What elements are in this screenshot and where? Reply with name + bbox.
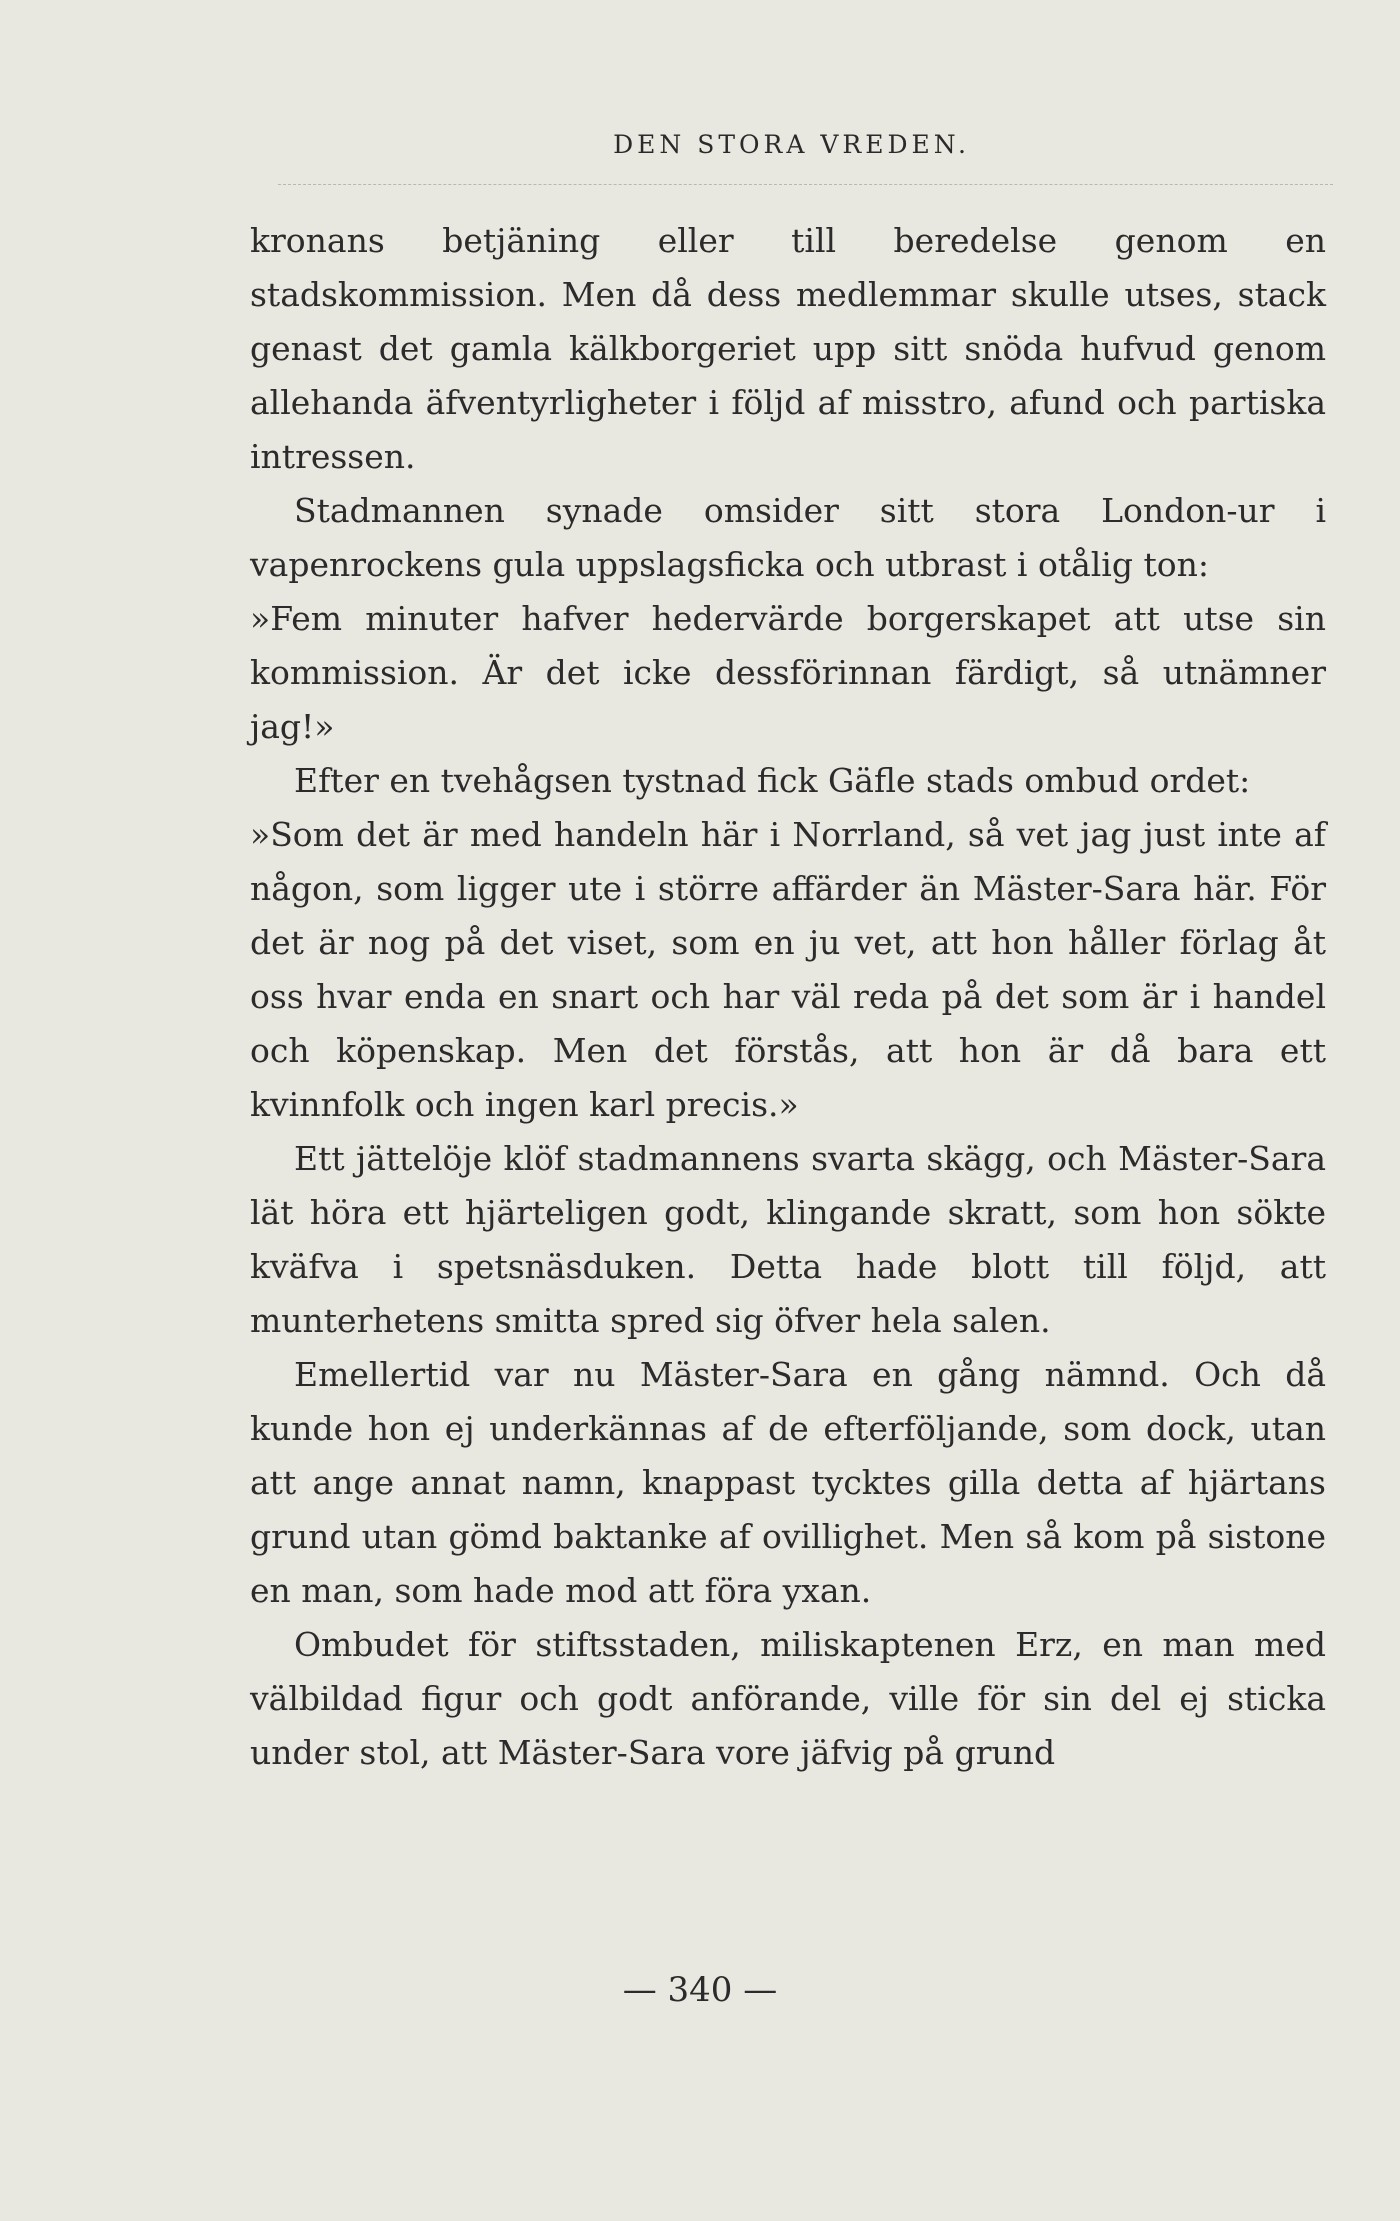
paragraph-8: Ombudet för stiftsstaden, miliskaptenen Erz, en man med välbildad figur och godt anförande, ville för sin del ej sticka under stol, att Mäster-Sara vore jäfvig på grund [250,1625,1326,1772]
paragraph-2: Stadmannen synade omsider sitt stora London-ur i vapenrockens gula uppslagsficka och utbrast i otålig ton: [250,491,1326,584]
paragraph-4: Efter en tvehågsen tystnad fick Gäfle stads ombud ordet: [294,761,1251,800]
header-rule [278,184,1333,185]
paragraph-1: kronans betjäning eller till beredelse genom en stadskommission. Men då dess medlemmar skulle utses, stack genast det gamla kälkborgeriet upp sitt snöda hufvud genom allehanda äfventyrligheter i följd af misstro, afund och partiska intressen. [250,221,1326,476]
paragraph-3: »Fem minuter hafver hedervärde borgerskapet att utse sin kommission. Är det icke dessförinnan färdigt, så utnämner jag!» [250,599,1326,746]
paragraph-6: Ett jättelöje klöf stadmannens svarta skägg, och Mäster-Sara lät höra ett hjärteligen godt, klingande skratt, som hon sökte kväfva i spetsnäsduken. Detta hade blott till följd, att munterhetens smitta spred sig öfver hela salen. [250,1139,1326,1340]
running-head: DEN STORA VREDEN. [613,130,970,159]
page-number: — 340 — [622,1970,778,2010]
paragraph-7: Emellertid var nu Mäster-Sara en gång nämnd. Och då kunde hon ej underkännas af de efterföljande, som dock, utan att ange annat namn, knappast tycktes gilla detta af hjärtans grund utan gömd baktanke af ovillighet. Men så kom på sistone en man, som hade mod att föra yxan. [250,1355,1326,1610]
body-text [250,214,1326,1780]
paragraph-5: »Som det är med handeln här i Norrland, så vet jag just inte af någon, som ligger ute i större affärder än Mäster-Sara här. För det är nog på det viset, som en ju vet, att hon håller förlag åt oss hvar enda en snart och har väl reda på det som är i handel och köpenskap. Men det förstås, att hon är då bara ett kvinnfolk och ingen karl precis.» [250,815,1326,1124]
